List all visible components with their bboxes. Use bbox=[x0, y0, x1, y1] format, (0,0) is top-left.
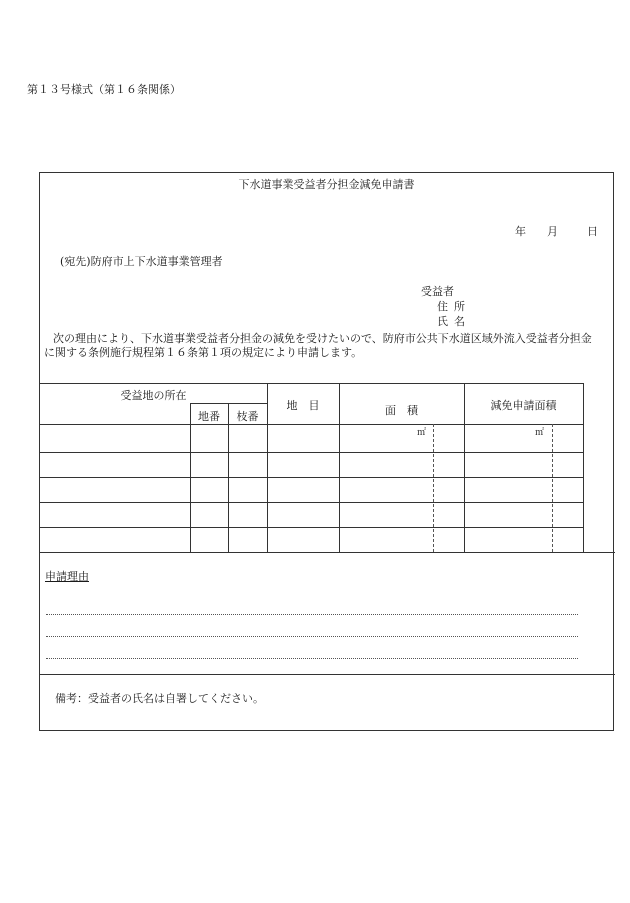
note-divider bbox=[40, 674, 615, 675]
application-form bbox=[39, 172, 614, 731]
reduction-decimal-divider bbox=[552, 424, 553, 552]
reason-label: 申請理由 bbox=[45, 570, 89, 583]
date-month-label: 月 bbox=[547, 225, 558, 238]
form-title: 下水道事業受益者分担金減免申請書 bbox=[238, 178, 415, 191]
col-location: 受益地の所在 bbox=[120, 389, 187, 402]
form-number: 第１３号様式（第１６条関係） bbox=[27, 83, 181, 96]
address-label: 住所 bbox=[437, 300, 471, 313]
table-row-line bbox=[40, 452, 584, 453]
table-header-bottom bbox=[40, 424, 584, 425]
name-label: 氏名 bbox=[437, 315, 471, 328]
col-reduction-area: 減免申請面積 bbox=[490, 399, 557, 412]
table-row-line bbox=[40, 527, 584, 528]
reason-line[interactable] bbox=[46, 658, 578, 659]
col-area: 面 積 bbox=[385, 404, 418, 417]
application-statement: 次の理由により、下水道事業受益者分担金の減免を受けたいので、防府市公共下水道区域外流入受益者分担金に関する条例施行規程第１６条第１項の規定により申請します。 bbox=[44, 332, 592, 359]
col-land-category: 地 目 bbox=[286, 399, 320, 412]
area-decimal-divider bbox=[433, 424, 434, 552]
date-day-label: 日 bbox=[587, 225, 598, 238]
table-row-line bbox=[40, 502, 584, 503]
table-top-border bbox=[40, 383, 584, 384]
reason-line[interactable] bbox=[46, 636, 578, 637]
beneficiary-label: 受益者 bbox=[421, 285, 454, 298]
table-col-line bbox=[228, 403, 229, 552]
reduction-area-unit: ㎡ bbox=[535, 428, 545, 438]
col-lot-number: 地番 bbox=[198, 410, 220, 423]
reason-line[interactable] bbox=[46, 614, 578, 615]
table-col-line bbox=[583, 383, 584, 552]
addressee: (宛先)防府市上下水道事業管理者 bbox=[60, 255, 223, 268]
date-year-label: 年 bbox=[515, 225, 526, 238]
col-branch-number: 枝番 bbox=[236, 410, 259, 423]
remarks-note: 備考：受益者の氏名は自署してください。 bbox=[55, 692, 264, 705]
table-bottom-border bbox=[40, 552, 615, 553]
area-unit: ㎡ bbox=[417, 428, 427, 438]
table-col-line bbox=[190, 403, 191, 552]
table-row-line bbox=[40, 477, 584, 478]
